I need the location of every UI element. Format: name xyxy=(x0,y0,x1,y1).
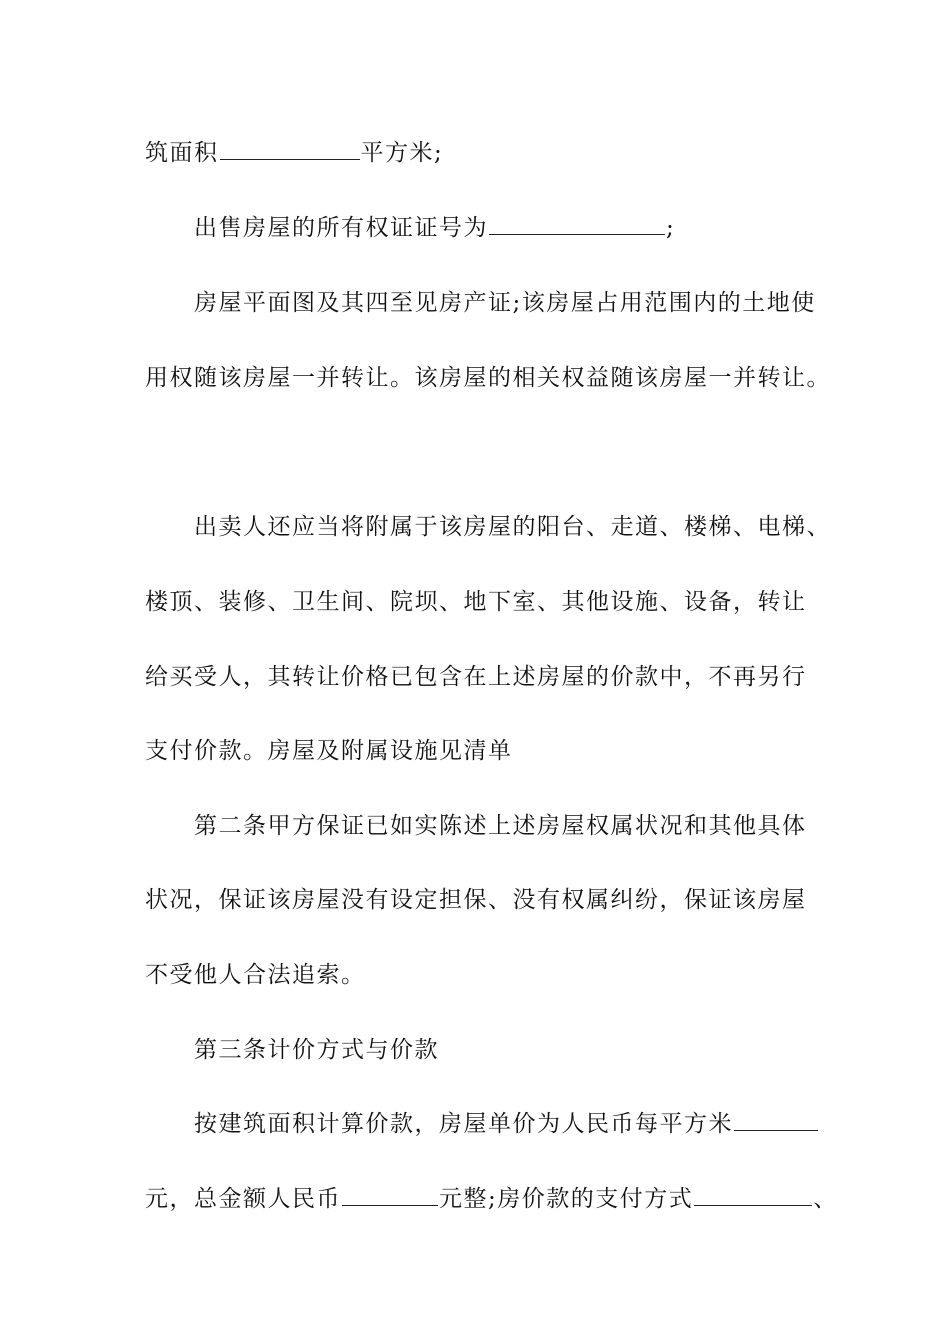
text-segment: 给买受人，其转让价格已包含在上述房屋的价款中，不再另行 xyxy=(145,664,807,690)
blank-field-certificate-number[interactable] xyxy=(489,216,665,235)
text-segment: 状况，保证该房屋没有设定担保、没有权属纠纷，保证该房屋 xyxy=(145,887,807,913)
text-segment: 出售房屋的所有权证证号为 xyxy=(194,215,488,241)
text-segment: 第二条甲方保证已如实陈述上述房屋权属状况和其他具体 xyxy=(194,813,807,839)
text-segment: 第三条计价方式与价款 xyxy=(194,1037,439,1063)
text-segment: 元整;房价款的支付方式 xyxy=(439,1186,694,1212)
text-segment: 支付价款。房屋及附属设施见清单 xyxy=(145,738,513,764)
text-segment: 房屋平面图及其四至见房产证;该房屋占用范围内的土地使 xyxy=(194,290,816,316)
text-segment: ; xyxy=(666,215,676,241)
paragraph-line xyxy=(194,1035,884,1065)
paragraph-line xyxy=(194,1109,884,1139)
paragraph-line xyxy=(145,960,835,990)
blank-field-total-amount[interactable] xyxy=(342,1187,438,1206)
blank-field-payment-method[interactable] xyxy=(694,1187,812,1206)
paragraph-line xyxy=(145,1184,838,1214)
blank-field-unit-price[interactable] xyxy=(734,1112,818,1131)
text-segment: 用权随该房屋一并转让。该房屋的相关权益随该房屋一并转让。 xyxy=(145,365,831,391)
paragraph-line xyxy=(145,662,835,692)
paragraph-line xyxy=(145,587,835,617)
text-segment: 元，总金额人民币 xyxy=(145,1186,341,1212)
paragraph-line xyxy=(194,811,884,841)
paragraph-line xyxy=(145,363,835,393)
text-segment: 按建筑面积计算价款，房屋单价为人民币每平方米 xyxy=(194,1111,733,1137)
paragraph-line xyxy=(194,512,884,542)
text-segment: 、 xyxy=(813,1186,838,1212)
text-segment: 楼顶、装修、卫生间、院坝、地下室、其他设施、设备，转让 xyxy=(145,589,807,615)
text-segment: 筑面积 xyxy=(145,140,219,166)
paragraph-line xyxy=(145,736,835,766)
paragraph-line xyxy=(194,288,884,318)
paragraph-line xyxy=(145,138,835,168)
text-segment: 不受他人合法追索。 xyxy=(145,962,366,988)
text-segment: 平方米; xyxy=(360,140,444,166)
paragraph-line xyxy=(145,885,835,915)
text-segment: 出卖人还应当将附属于该房屋的阳台、走道、楼梯、电梯、 xyxy=(194,514,831,540)
blank-field-building-area[interactable] xyxy=(220,141,360,160)
paragraph-line xyxy=(194,213,884,243)
